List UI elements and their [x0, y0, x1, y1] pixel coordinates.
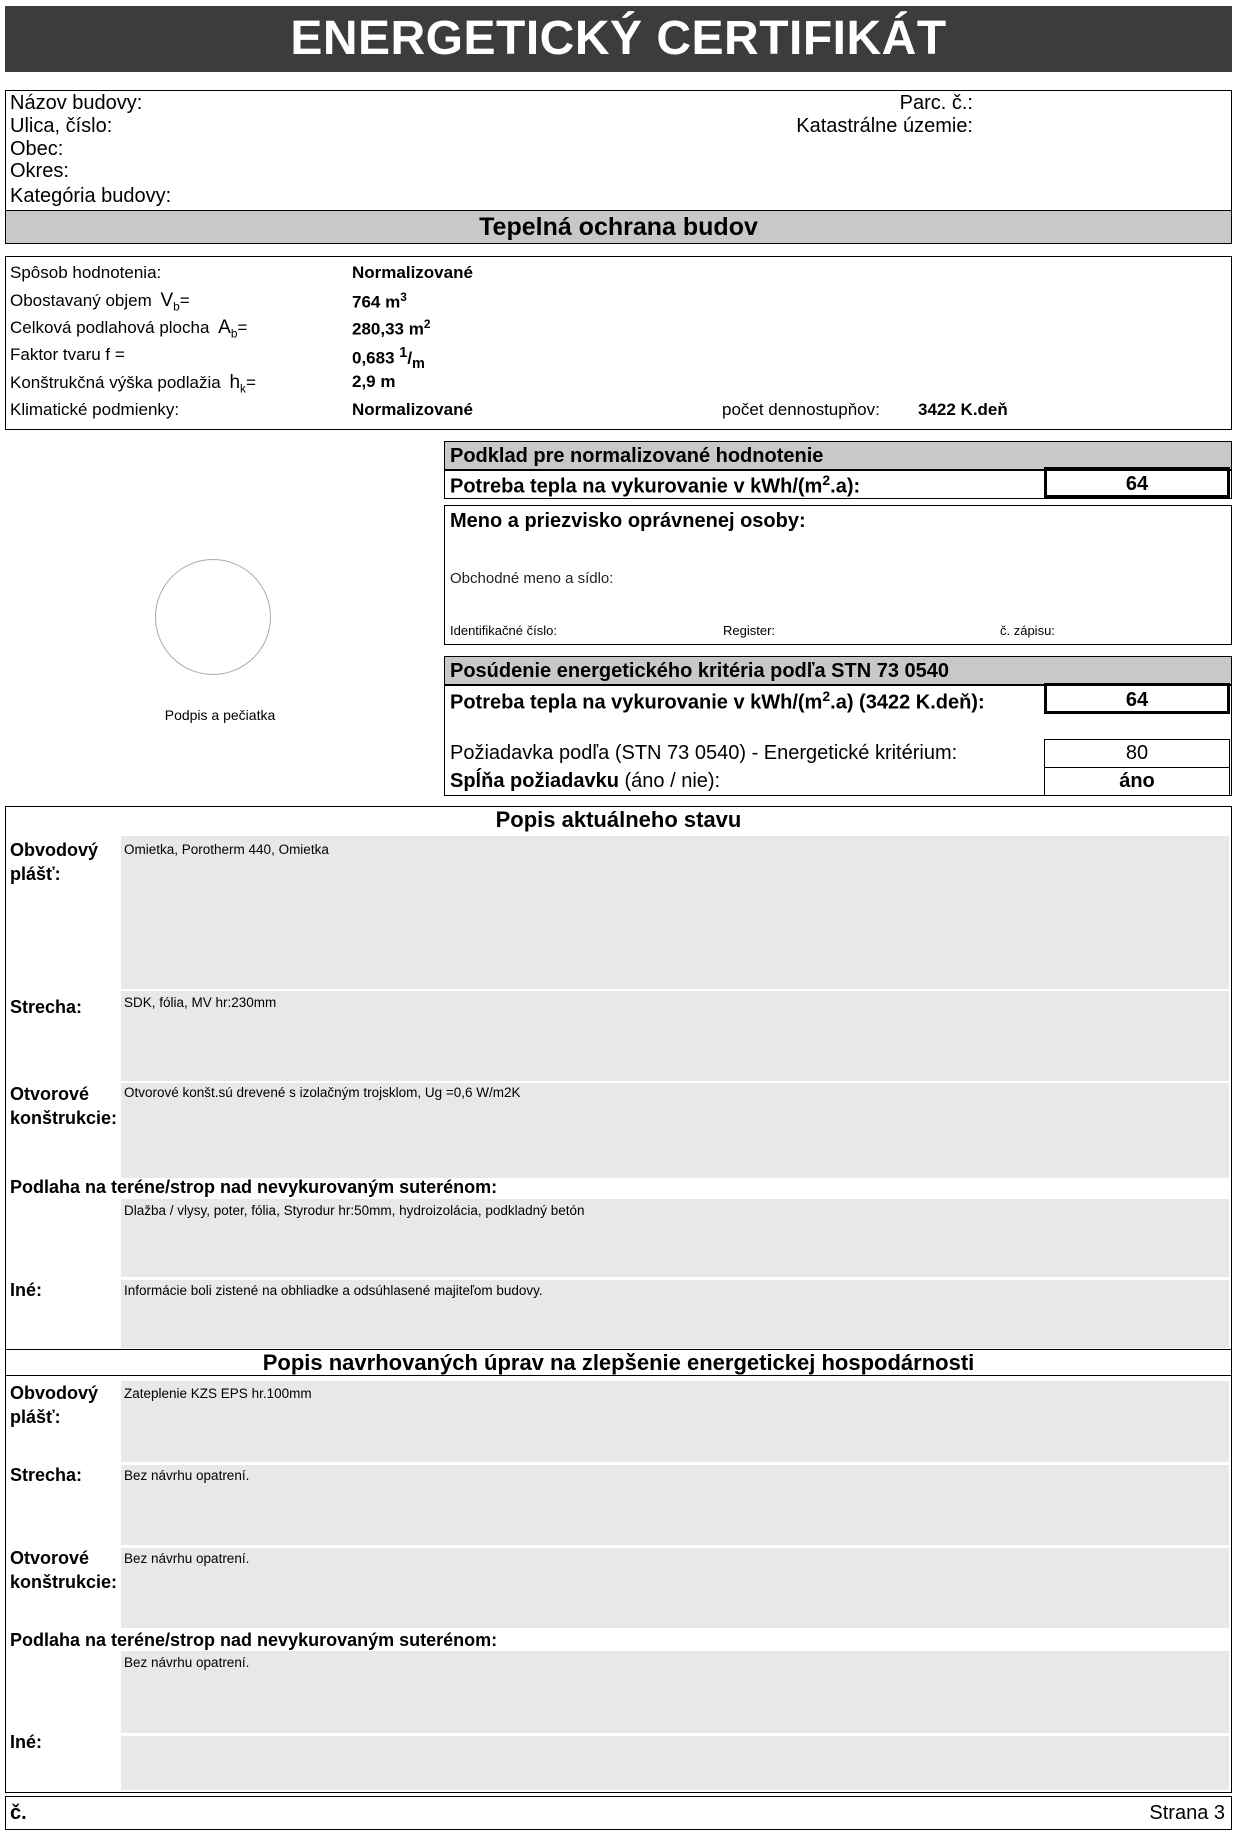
height-label-text: Konštrukčná výška podlažia — [10, 373, 221, 392]
basis-demand-value: 64 — [1044, 467, 1230, 498]
degree-days-label: počet dennostupňov: — [722, 400, 880, 419]
proposed-roof-area — [121, 1465, 1229, 1545]
area-symbol: A — [218, 317, 231, 338]
meets-label-rest: (áno / nie): — [624, 770, 721, 792]
height-sub: k — [240, 381, 246, 396]
current-floor-label: Podlaha na teréne/strop nad nevykurovaným suterénom: — [10, 1177, 498, 1197]
footer-box — [5, 1796, 1232, 1830]
building-street-label: Ulica, číslo: — [10, 115, 113, 137]
height-value: 2,9 m — [352, 372, 396, 391]
current-roof-area — [121, 991, 1229, 1081]
current-openings-label — [10, 1082, 117, 1130]
method-label: Spôsob hodnotenia: — [10, 263, 162, 282]
assessment-demand-sup: 2 — [822, 688, 831, 704]
climate-value: Normalizované — [352, 400, 473, 419]
assessment-demand-post: .a) (3422 K.deň): — [830, 691, 985, 714]
proposed-envelope-label-1: Obvodový — [10, 1383, 99, 1403]
area-sub: b — [230, 326, 238, 341]
current-roof-label: Strecha: — [10, 997, 83, 1017]
proposed-envelope-text: Zateplenie KZS EPS hr.100mm — [124, 1386, 312, 1401]
assessment-demand-label — [450, 688, 985, 715]
current-envelope-label — [10, 838, 98, 886]
building-city-label: Obec: — [10, 138, 64, 160]
basis-demand-label — [450, 472, 860, 499]
shape-value-text: 0,683 — [352, 348, 395, 368]
current-envelope-area — [121, 836, 1229, 989]
meets-label-bold: Spĺňa požiadavku — [450, 770, 619, 792]
method-value: Normalizované — [352, 263, 473, 282]
person-header: Meno a priezvisko oprávnenej osoby: — [450, 510, 806, 532]
current-envelope-label-1: Obvodový — [10, 840, 99, 860]
volume-sup: 3 — [400, 290, 407, 304]
register-label: Register: — [723, 623, 776, 638]
shape-den: m — [412, 356, 425, 373]
proposed-roof-label: Strecha: — [10, 1465, 83, 1485]
basis-demand-post: .a): — [830, 475, 861, 498]
current-roof-text: SDK, fólia, MV hr:230mm — [124, 995, 277, 1010]
climate-label: Klimatické podmienky: — [10, 400, 180, 419]
height-label — [10, 372, 256, 395]
volume-symbol: V — [160, 290, 174, 311]
current-floor-text: Dlažba / vlysy, poter, fólia, Styrodur hr:50mm, hydroizolácia, podkladný betón — [124, 1203, 585, 1218]
area-label — [10, 317, 247, 340]
proposed-roof-text: Bez návrhu opatrení. — [124, 1468, 250, 1483]
proposed-openings-label-2: konštrukcie: — [10, 1572, 118, 1592]
shape-num: 1 — [399, 345, 408, 361]
area-value-text: 280,33 m — [352, 319, 424, 339]
volume-eq: = — [179, 291, 190, 310]
degree-days-value: 3422 K.deň — [918, 400, 1008, 419]
parcel-label: Parc. č.: — [899, 92, 973, 114]
volume-value-text: 764 m — [352, 292, 401, 312]
proposed-header: Popis navrhovaných úprav na zlepšenie energetickej hospodárnosti — [262, 1350, 975, 1375]
current-envelope-text: Omietka, Porotherm 440, Omietka — [124, 842, 329, 857]
page-title: ENERGETICKÝ CERTIFIKÁT — [5, 6, 1232, 72]
volume-value — [352, 290, 407, 313]
requirement-value: 80 — [1044, 739, 1230, 768]
basis-demand-pre: Potreba tepla na vykurovanie v kWh/(m — [450, 475, 823, 498]
height-eq: = — [246, 373, 256, 392]
proposed-envelope-label-2: plášť: — [10, 1407, 61, 1427]
id-label: Identifikačné číslo: — [450, 623, 557, 638]
shape-value: 0,683 $^1/_m$ — [352, 345, 425, 373]
requirement-label: Požiadavka podľa (STN 73 0540) - Energetické kritérium: — [450, 742, 958, 764]
current-openings-label-1: Otvorové — [10, 1084, 90, 1104]
proposed-envelope-label — [10, 1381, 98, 1429]
proposed-openings-label — [10, 1546, 117, 1594]
volume-label — [10, 290, 190, 313]
volume-sub: b — [173, 299, 180, 314]
thermal-details-box — [5, 256, 1232, 430]
proposed-floor-label: Podlaha na teréne/strop nad nevykurovaným suterénom: — [10, 1630, 498, 1650]
proposed-other-label: Iné: — [10, 1732, 43, 1752]
proposed-openings-label-1: Otvorové — [10, 1548, 90, 1568]
assessment-header: Posúdenie energetického kritéria podľa STN 73 0540 — [444, 656, 1232, 686]
proposed-openings-text: Bez návrhu opatrení. — [124, 1551, 250, 1566]
volume-label-text: Obostavaný objem — [10, 291, 152, 310]
building-district-label: Okres: — [10, 160, 69, 182]
business-label: Obchodné meno a sídlo: — [450, 570, 614, 587]
area-eq: = — [237, 318, 248, 337]
basis-demand-sup: 2 — [822, 472, 831, 488]
current-other-text: Informácie boli zistené na obhliadke a odsúhlasené majiteľom budovy. — [124, 1283, 543, 1298]
thermal-header: Tepelná ochrana budov — [5, 210, 1232, 244]
shape-label: Faktor tvaru f = — [10, 345, 125, 364]
current-openings-text: Otvorové konšt.sú drevené s izolačným trojsklom, Ug =0,6 W/m2K — [124, 1085, 521, 1100]
meets-label — [450, 770, 720, 793]
current-other-label: Iné: — [10, 1280, 43, 1300]
proposed-openings-area — [121, 1548, 1229, 1628]
signature-label: Podpis a pečiatka — [164, 707, 276, 723]
stamp-circle — [155, 559, 271, 675]
assessment-demand-pre: Potreba tepla na vykurovanie v kWh/(m — [450, 691, 823, 714]
proposed-floor-text: Bez návrhu opatrení. — [124, 1655, 250, 1670]
area-value — [352, 317, 430, 340]
building-category-label: Kategória budovy: — [10, 185, 172, 207]
entry-label: č. zápisu: — [1000, 623, 1055, 638]
area-label-text: Celková podlahová plocha — [10, 318, 210, 337]
current-envelope-label-2: plášť: — [10, 864, 61, 884]
current-openings-label-2: konštrukcie: — [10, 1108, 118, 1128]
footer-page-label: Strana 3 — [1149, 1802, 1225, 1824]
basis-header: Podklad pre normalizované hodnotenie — [444, 441, 1232, 471]
footer-number-label: č. — [10, 1802, 27, 1824]
cadastre-label: Katastrálne územie: — [796, 115, 973, 137]
assessment-demand-value: 64 — [1044, 683, 1230, 714]
area-sup: 2 — [423, 317, 431, 331]
height-symbol: h — [229, 372, 241, 393]
proposed-floor-area — [121, 1651, 1229, 1733]
current-header: Popis aktuálneho stavu — [495, 807, 742, 832]
proposed-other-area — [121, 1736, 1229, 1790]
building-name-label: Názov budovy: — [10, 92, 143, 114]
meets-value: áno — [1044, 767, 1230, 796]
building-info-box — [5, 90, 1232, 211]
